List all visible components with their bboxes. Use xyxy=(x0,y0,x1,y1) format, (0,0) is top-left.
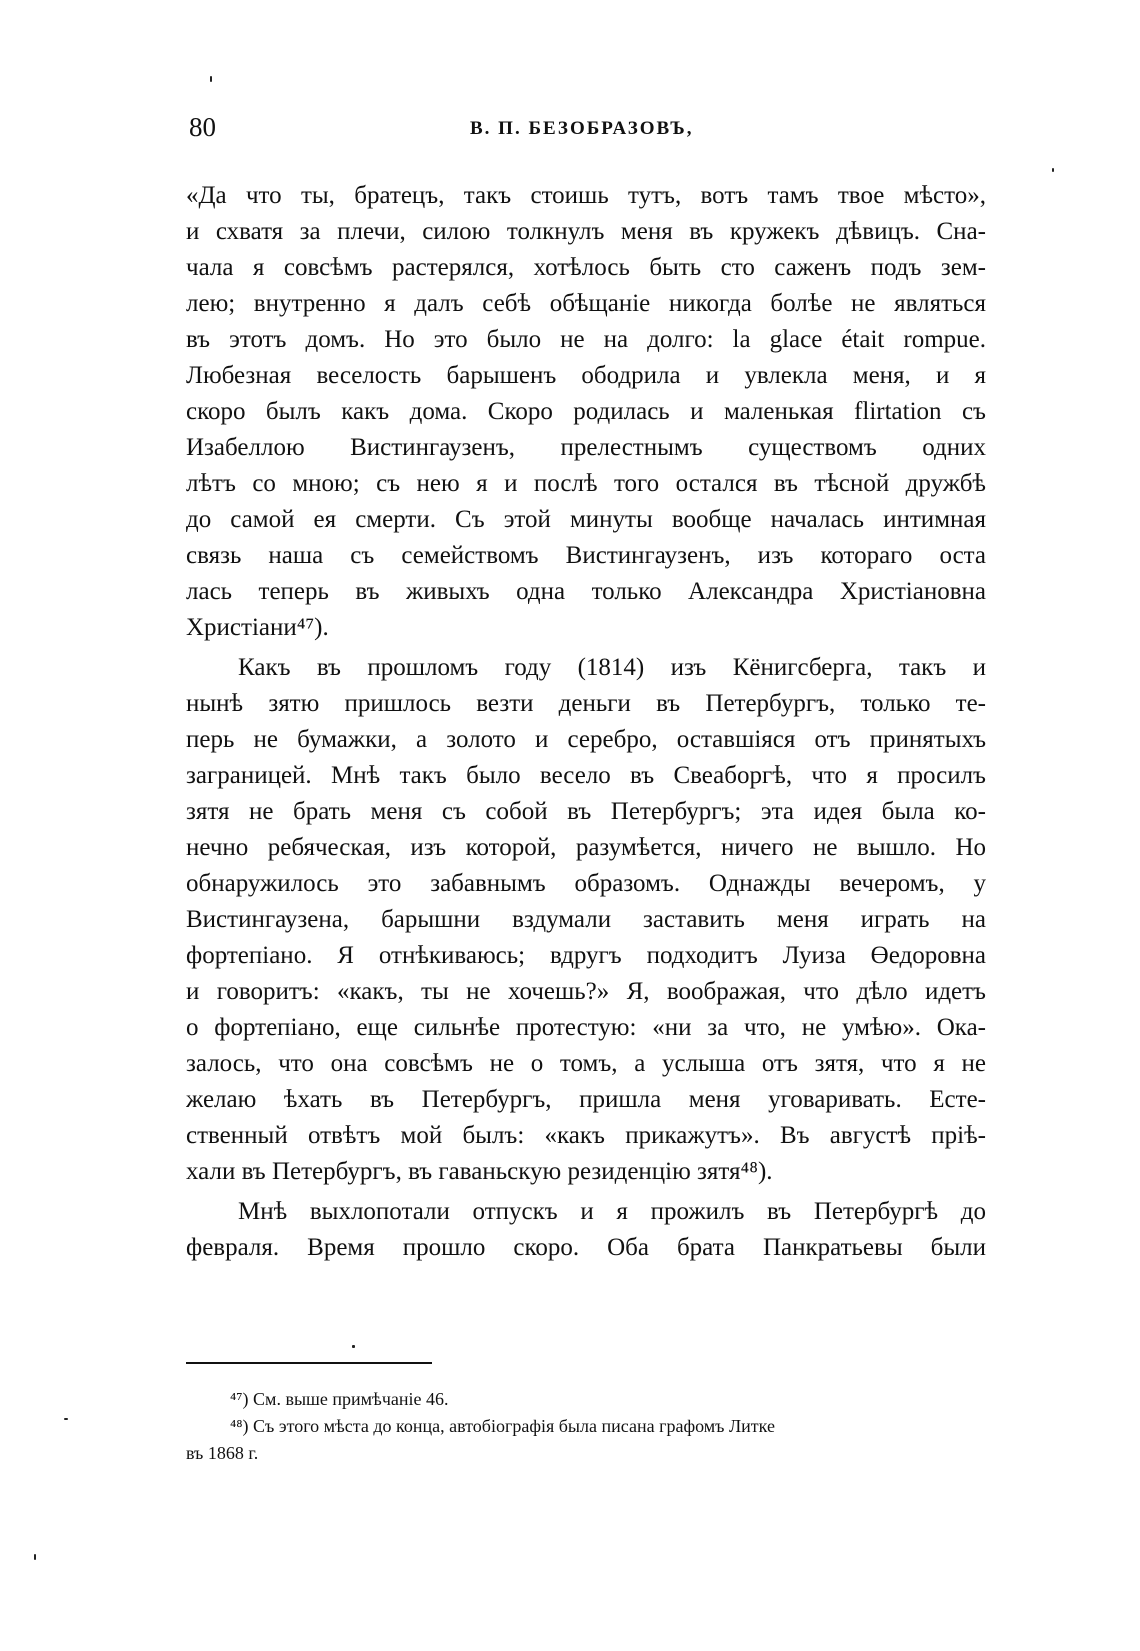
text-line: скоро былъ какъ дома. Скоро родилась и маленькая flirtation съ xyxy=(186,398,986,425)
text-line: заграницей. Мнѣ такъ было весело въ Свеаборгѣ, что я просилъ xyxy=(186,762,986,789)
text-line: и схватя за плечи, силою толкнулъ меня въ кружекъ дѣвицъ. Сна- xyxy=(186,218,986,245)
text-line: Любезная веселость барышенъ ободрила и увлекла меня, и я xyxy=(186,362,986,389)
text-line: желаю ѣхать въ Петербургъ, пришла меня уговаривать. Есте- xyxy=(186,1086,986,1113)
footnote-48: ⁴⁸) Съ этого мѣста до конца, автобіографія была писана графомъ Литке xyxy=(230,1416,775,1436)
text-line: хали въ Петербургъ, въ гаваньскую резиденцію зятя⁴⁸). xyxy=(186,1158,773,1185)
text-line: февраля. Время прошло скоро. Оба брата Панкратьевы были xyxy=(186,1234,986,1261)
text-line: до самой ея смерти. Съ этой минуты вообще началась интимная xyxy=(186,506,986,533)
text-line: обнаружилось это забавнымъ образомъ. Однажды вечеромъ, у xyxy=(186,870,986,897)
text-line: лѣтъ со мною; съ нею я и послѣ того остался въ тѣсной дружбѣ xyxy=(186,470,986,497)
scan-speck xyxy=(352,1345,355,1348)
scan-speck xyxy=(34,1554,36,1560)
text-line: Мнѣ выхлопотали отпускъ и я прожилъ въ Петербургѣ до xyxy=(238,1198,986,1225)
text-line: Какъ въ прошломъ году (1814) изъ Кёнигсберга, такъ и xyxy=(238,654,986,681)
text-line: перь не бумажки, а золото и серебро, оставшіяся отъ принятыхъ xyxy=(186,726,986,753)
text-line: Изабеллою Вистингаузенъ, прелестнымъ существомъ одних xyxy=(186,434,986,461)
text-line: фортепіано. Я отнѣкиваюсь; вдругъ подходитъ Луиза Өедоровна xyxy=(186,942,986,969)
footnote-48-continuation: въ 1868 г. xyxy=(186,1443,259,1463)
text-line: нынѣ зятю пришлось везти деньги въ Петербургъ, только те- xyxy=(186,690,986,717)
text-line: связь наша съ семействомъ Вистингаузенъ, изъ котораго оста xyxy=(186,542,986,569)
footnotes xyxy=(186,1386,986,1467)
text-line: въ этотъ домъ. Но это было не на долго: la glace était rompue. xyxy=(186,326,986,353)
running-title: В. П. БЕЗОБРАЗОВЪ, xyxy=(470,118,694,139)
footnote-47: ⁴⁷) См. выше примѣчаніе 46. xyxy=(230,1389,449,1409)
scan-speck xyxy=(64,1418,68,1420)
page-number: 80 xyxy=(189,112,216,142)
text-line: о фортепіано, еще сильнѣе протестую: «ни за что, не умѣю». Ока- xyxy=(186,1014,986,1041)
body-text xyxy=(186,178,986,1266)
text-line: нечно ребяческая, изъ которой, разумѣется, ничего не вышло. Но xyxy=(186,834,986,861)
text-line: Вистингаузена, барышни вздумали заставить меня играть на xyxy=(186,906,986,933)
text-line: лею; внутренно я далъ себѣ обѣщаніе никогда болѣе не являться xyxy=(186,290,986,317)
text-line: залось, что она совсѣмъ не о томъ, а услыша отъ зятя, что я не xyxy=(186,1050,986,1077)
text-line: «Да что ты, братецъ, такъ стоишь тутъ, вотъ тамъ твое мѣсто», xyxy=(186,182,986,209)
text-line: лась теперь въ живыхъ одна только Александра Христіановна xyxy=(186,578,986,605)
text-line: зятя не брать меня съ собой въ Петербургъ; эта идея была ко- xyxy=(186,798,986,825)
text-line: Христіани⁴⁷). xyxy=(186,614,329,641)
scan-speck xyxy=(1052,168,1054,172)
text-line: и говоритъ: «какъ, ты не хочешь?» Я, воображая, что дѣло идетъ xyxy=(186,978,986,1005)
text-line: ственный отвѣтъ мой былъ: «какъ прикажутъ». Въ августѣ пріѣ- xyxy=(186,1122,986,1149)
footnote-rule xyxy=(186,1362,432,1364)
scan-speck xyxy=(210,76,212,82)
text-line: чала я совсѣмъ растерялся, хотѣлось быть сто саженъ подъ зем- xyxy=(186,254,986,281)
